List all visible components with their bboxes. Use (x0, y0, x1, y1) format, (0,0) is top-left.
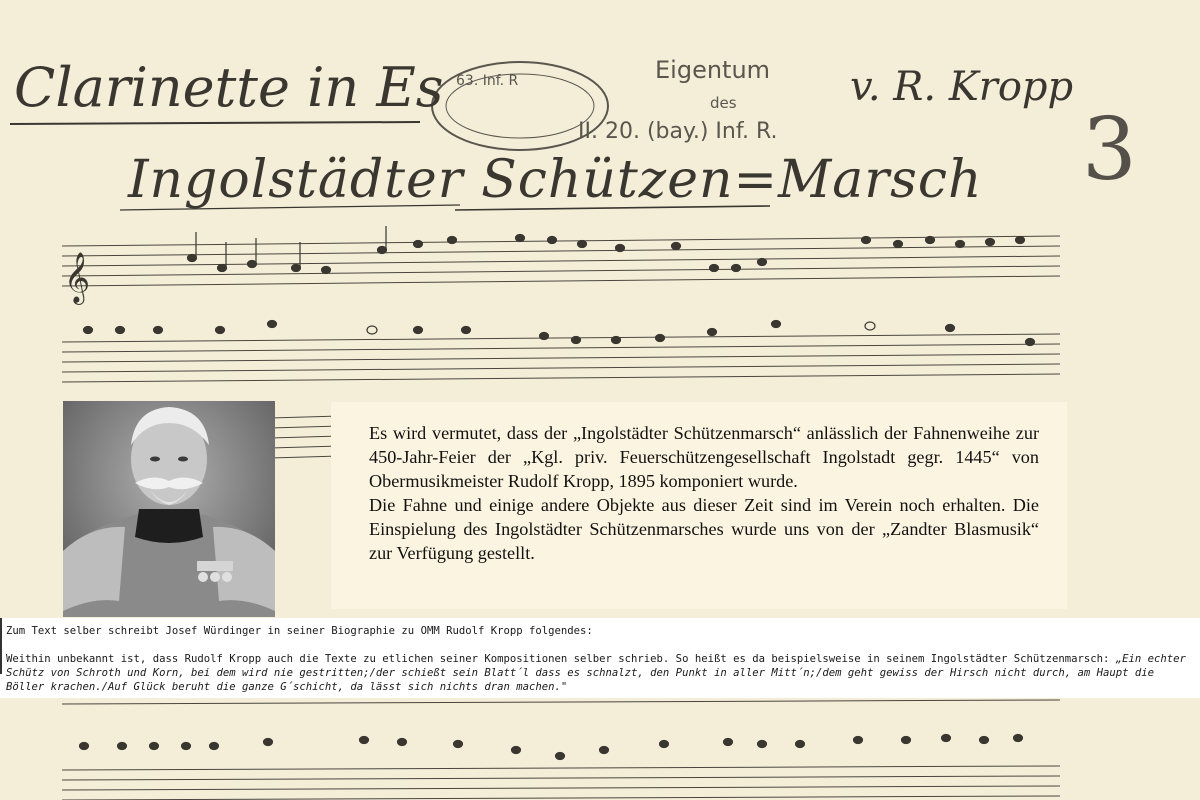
info-text (369, 421, 1039, 565)
svg-text:𝄞: 𝄞 (64, 252, 91, 303)
quote-section (0, 618, 1200, 698)
info-paragraph-1: Es wird vermutet, dass der „Ingolstädter Schützenmarsch“ anlässlich der Fahnenweihe zur 450-Jahr-Feier der „Kgl. priv. Feuerschützengesellschaft Ingolstadt gegr. 1445“ von Obermusikmeister Rudolf Kropp, 1895 komponiert wurde. (369, 423, 1039, 491)
staff-bottom (62, 700, 1060, 800)
composer-portrait (63, 401, 275, 617)
march-title: Ingolstädter Schützen=Marsch (128, 150, 983, 210)
stamp-line-text: II. 20. (bay.) Inf. R. (578, 119, 778, 144)
composer-signature: v. R. Kropp (850, 64, 1074, 110)
staff-2 (62, 334, 1060, 382)
quote-body-text: Weithin unbekannt ist, dass Rudolf Kropp auch die Texte zu etlichen seiner Kompositionen selber schrieb. So heißt es da beispielsweise in seinem Ingolstädter Schützenmarsch: (6, 653, 1116, 665)
quote-border (0, 618, 2, 674)
staff-3 (270, 416, 340, 458)
quote-lyrics: „Ein echter Schütz von Schroth und Korn, bei dem wird nie gestritten;/der schießt sein Blatt´l dass es schnalzt, den Punkt in aller Mitt´n;/dem geht gewiss der Hirsch nicht durch, am Haupt die Böller krachen./Auf Glück beruht die ganze G´schicht, da lässt sich nichts dran machen." (6, 653, 1186, 693)
stamp-sub-text: des (710, 94, 737, 112)
staff-1 (62, 236, 1060, 286)
instrument-title: Clarinette in Es (14, 56, 444, 119)
stamp-header-text: Eigentum (655, 56, 771, 84)
info-box (331, 402, 1067, 609)
quote-body (6, 652, 1196, 694)
stamp-ring-text: 63. Inf. R (456, 73, 519, 89)
quote-intro: Zum Text selber schreibt Josef Würdinger in seiner Biographie zu OMM Rudolf Kropp folgendes: (6, 625, 593, 637)
part-number: 3 (1082, 100, 1137, 200)
info-paragraph-2: Die Fahne und einige andere Objekte aus dieser Zeit sind im Verein noch erhalten. Die Einspielung des Ingolstädter Schützenmarsches wurde uns von der „Zandter Blasmusik“ zur Verfügung gestellt. (369, 495, 1039, 563)
